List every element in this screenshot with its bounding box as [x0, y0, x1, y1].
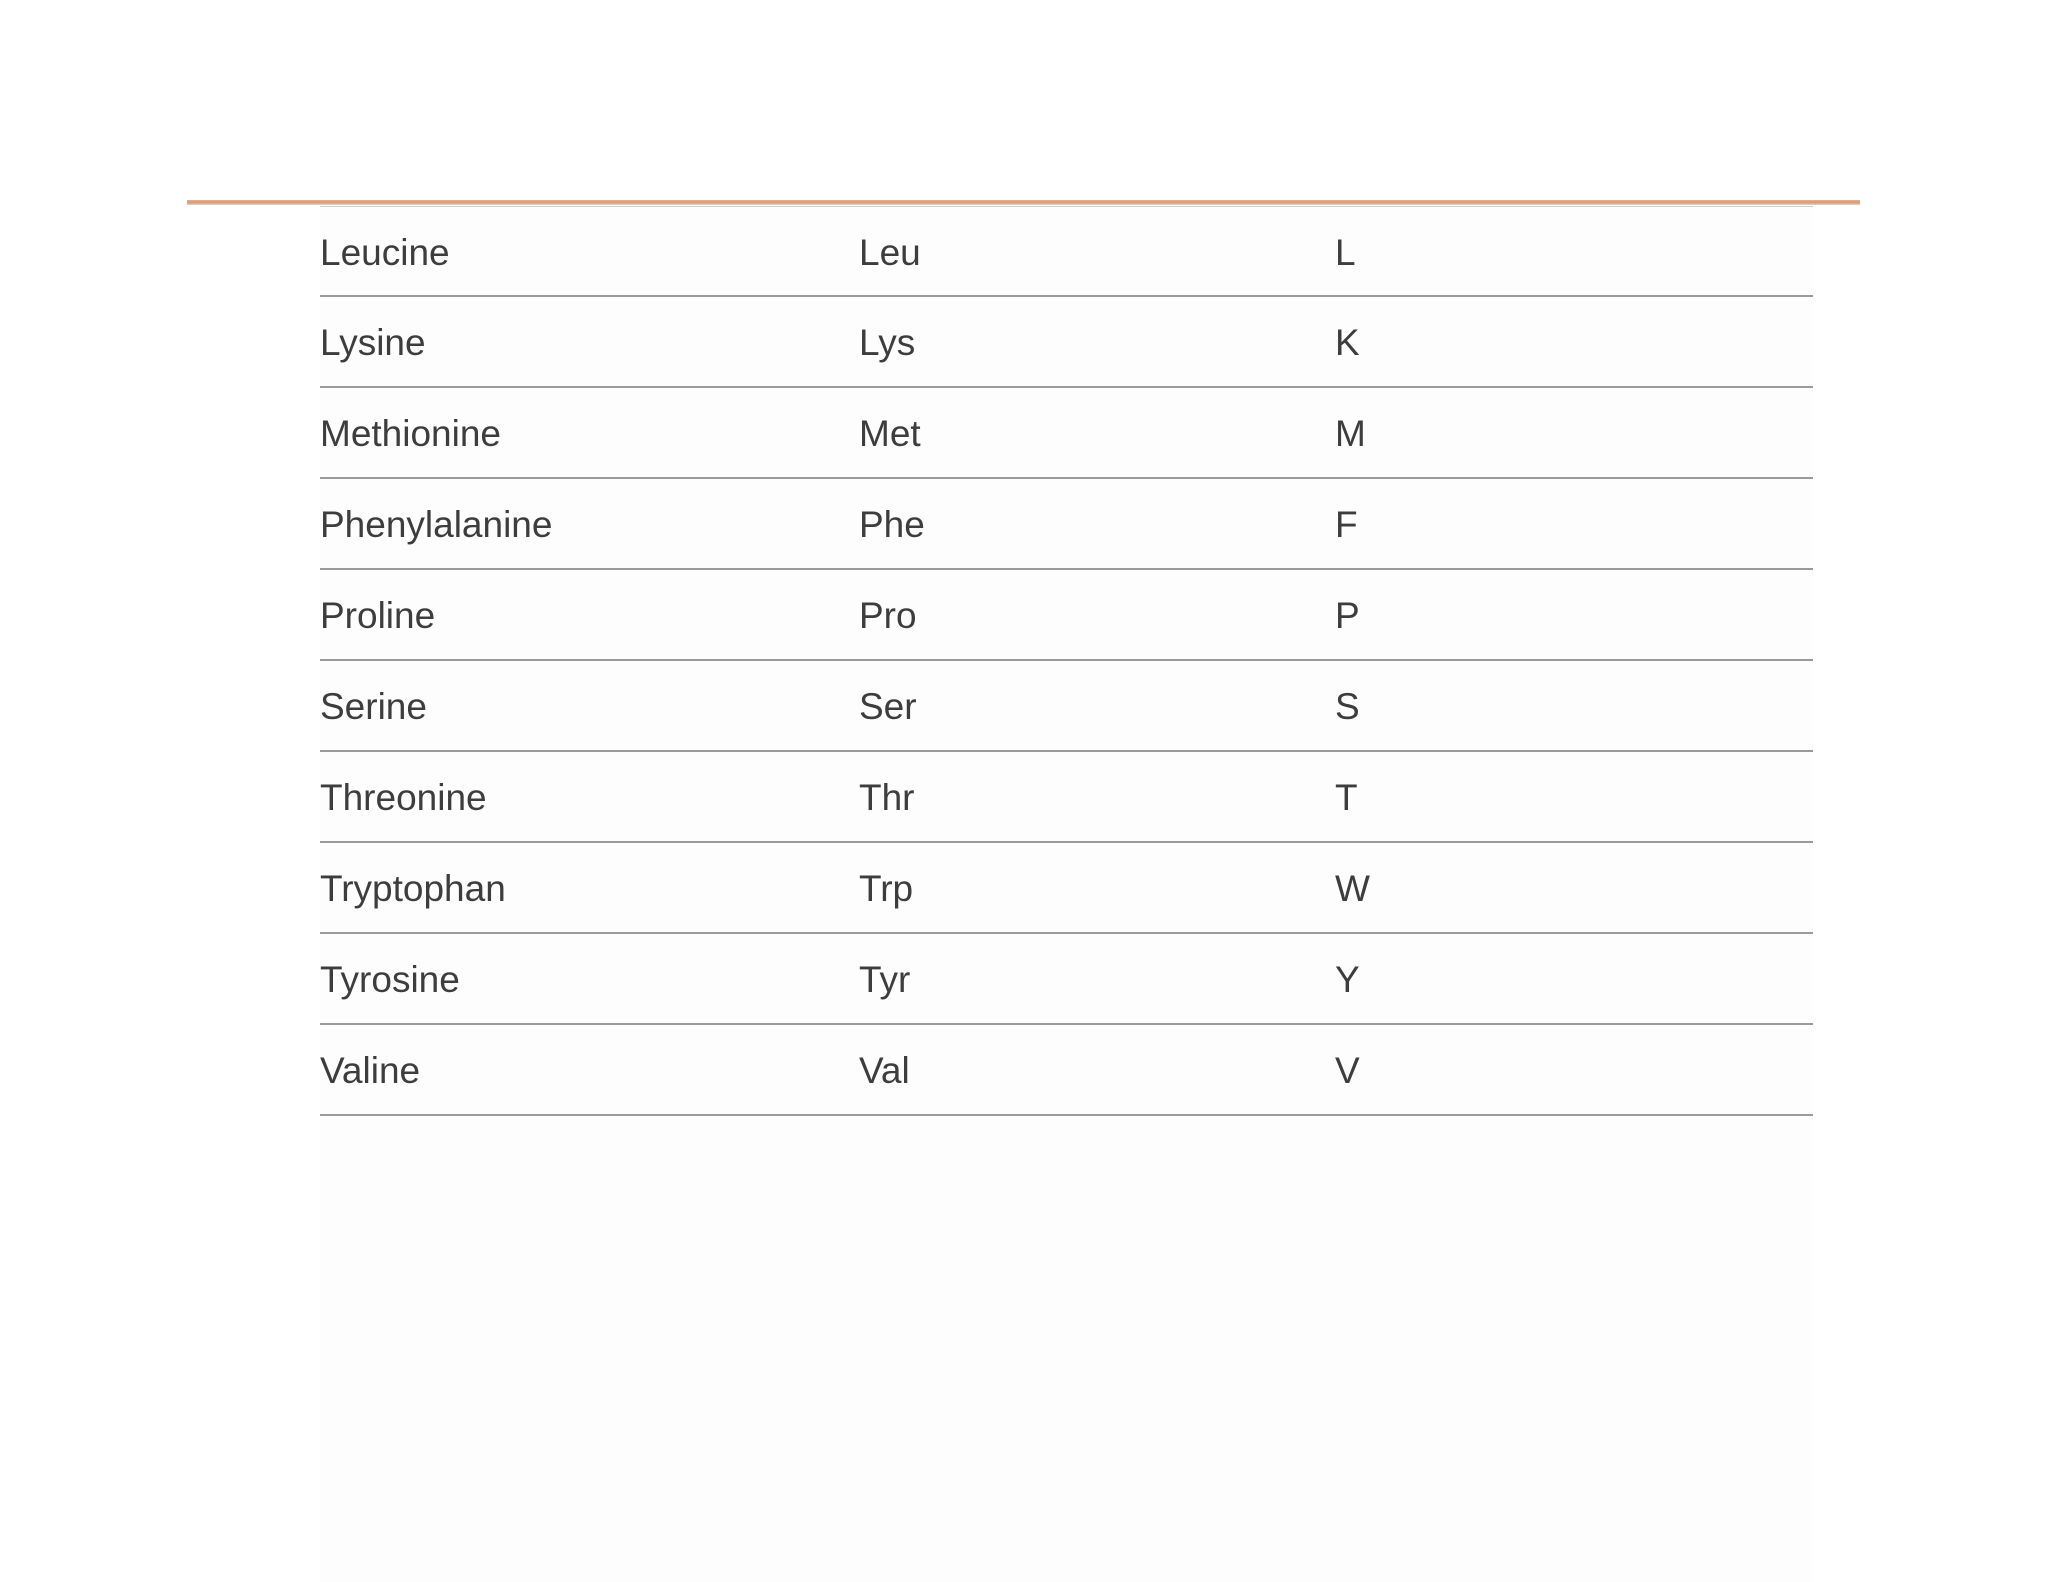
one-letter-code: L — [1335, 232, 1356, 273]
amino-acid-name: Tyrosine — [320, 959, 460, 1000]
three-letter-code: Lys — [859, 322, 916, 363]
one-letter-code: W — [1335, 868, 1370, 909]
three-letter-code: Phe — [859, 504, 925, 545]
table-row — [320, 1025, 1813, 1116]
table-row — [320, 297, 1813, 388]
one-letter-code: M — [1335, 413, 1366, 454]
one-letter-code: V — [1335, 1050, 1360, 1091]
amino-acid-name: Valine — [320, 1050, 421, 1091]
one-letter-code: S — [1335, 686, 1360, 727]
one-letter-code: P — [1335, 595, 1360, 636]
one-letter-code: K — [1335, 322, 1360, 363]
three-letter-code: Val — [859, 1050, 910, 1091]
three-letter-code: Tyr — [859, 959, 911, 1000]
amino-acid-name: Proline — [320, 595, 436, 636]
three-letter-code: Met — [859, 413, 921, 454]
amino-acid-name: Serine — [320, 686, 427, 727]
table-row — [320, 934, 1813, 1025]
table-row — [320, 206, 1813, 297]
table-row — [320, 479, 1813, 570]
three-letter-code: Trp — [859, 868, 914, 909]
table-row — [320, 843, 1813, 934]
one-letter-code: T — [1335, 777, 1358, 818]
amino-acid-name: Leucine — [320, 232, 450, 273]
amino-acid-name: Phenylalanine — [320, 504, 553, 545]
three-letter-code: Thr — [859, 777, 915, 818]
amino-acid-name: Tryptophan — [320, 868, 506, 909]
table-row — [320, 661, 1813, 752]
three-letter-code: Pro — [859, 595, 917, 636]
amino-acid-name: Methionine — [320, 413, 502, 454]
three-letter-code: Leu — [859, 232, 921, 273]
one-letter-code: F — [1335, 504, 1358, 545]
table-row — [320, 570, 1813, 661]
amino-acid-name: Lysine — [320, 322, 426, 363]
amino-acid-name: Threonine — [320, 777, 487, 818]
three-letter-code: Ser — [859, 686, 917, 727]
table-row — [320, 752, 1813, 843]
one-letter-code: Y — [1335, 959, 1360, 1000]
table-row — [320, 388, 1813, 479]
amino-acid-table — [320, 206, 1813, 1116]
